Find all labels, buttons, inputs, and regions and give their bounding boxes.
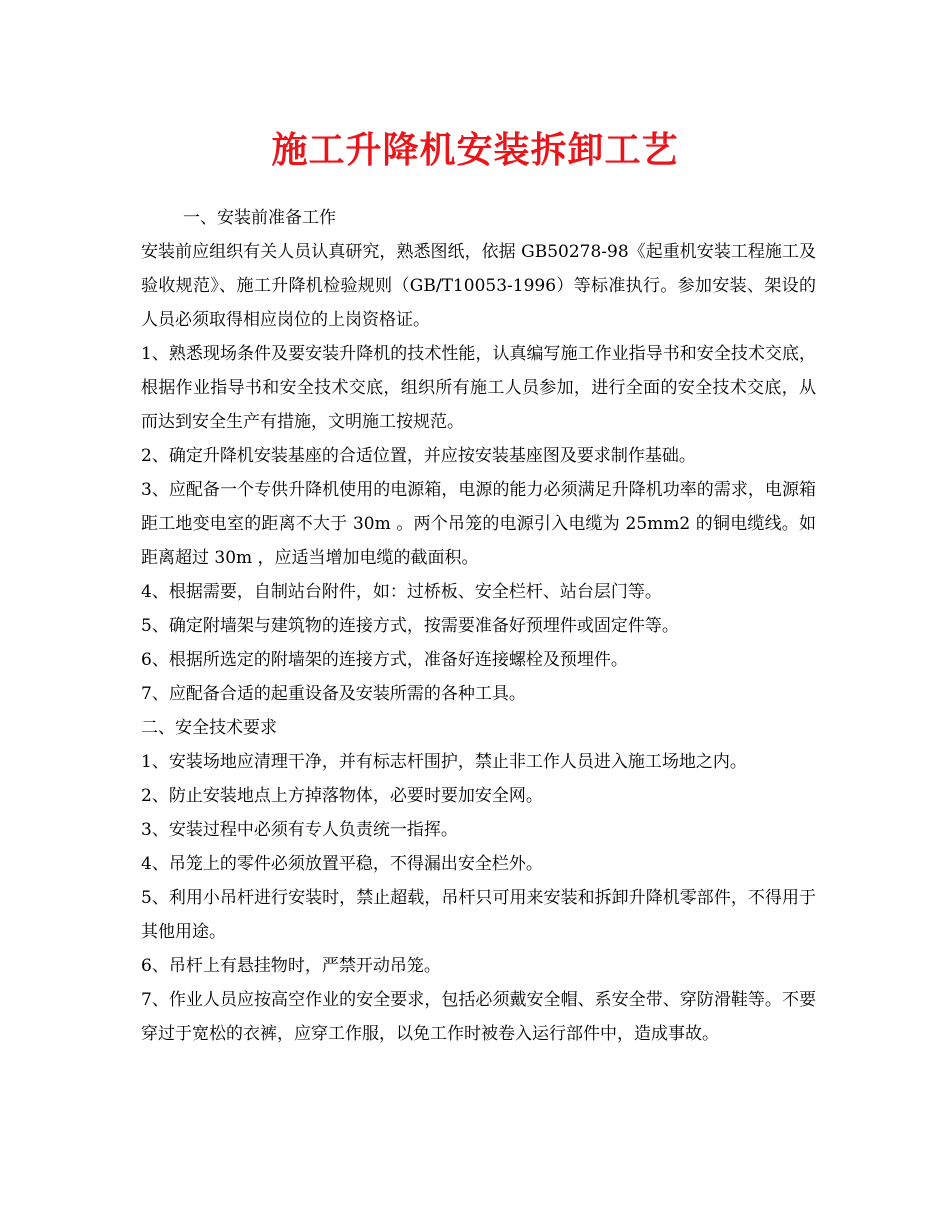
section-heading-1: 一、安装前准备工作 bbox=[183, 208, 336, 228]
list-item: 1、安装场地应清理干净，并有标志杆围护，禁止非工作人员进入施工场地之内。 bbox=[141, 752, 747, 772]
list-item: 4、根据需要，自制站台附件，如：过桥板、安全栏杆、站台层门等。 bbox=[141, 582, 662, 602]
paragraph: 安装前应组织有关人员认真研究，熟悉图纸，依据 GB50278-98《起重机安装工程施工及验收规范》、施工升降机检验规则（GB/T10053-1996）等标准执行。参加安装、架设的人员必须取得相应岗位的上岗资格证。 bbox=[141, 242, 816, 330]
section-heading-2: 二、安全技术要求 bbox=[141, 718, 277, 738]
list-item: 6、根据所选定的附墙架的连接方式，准备好连接螺栓及预埋件。 bbox=[141, 650, 628, 670]
list-item: 7、应配备合适的起重设备及安装所需的各种工具。 bbox=[141, 684, 526, 704]
list-item: 3、应配备一个专供升降机使用的电源箱，电源的能力必须满足升降机功率的需求，电源箱距工地变电室的距离不大于 30m 。两个吊笼的电源引入电缆为 25mm2 的铜电缆线。如距离超过 30m ，应适当增加电缆的截面积。 bbox=[141, 480, 816, 568]
document-title: 施工升降机安装拆卸工艺 bbox=[271, 129, 679, 171]
list-item: 2、防止安装地点上方掉落物体，必要时要加安全网。 bbox=[141, 786, 543, 806]
list-item: 2、确定升降机安装基座的合适位置，并应按安装基座图及要求制作基础。 bbox=[141, 446, 696, 466]
list-item: 1、熟悉现场条件及要安装升降机的技术性能，认真编写施工作业指导书和安全技术交底，根据作业指导书和安全技术交底，组织所有施工人员参加，进行全面的安全技术交底，从而达到安全生产有措施，文明施工按规范。 bbox=[141, 344, 816, 432]
document-body bbox=[141, 201, 816, 1051]
list-item: 5、确定附墙架与建筑物的连接方式，按需要准备好预埋件或固定件等。 bbox=[141, 616, 679, 636]
list-item: 7、作业人员应按高空作业的安全要求，包括必须戴安全帽、系安全带、穿防滑鞋等。不要穿过于宽松的衣裤，应穿工作服，以免工作时被卷入运行部件中，造成事故。 bbox=[141, 990, 816, 1044]
list-item: 5、利用小吊杆进行安装时，禁止超载，吊杆只可用来安装和拆卸升降机零部件，不得用于其他用途。 bbox=[141, 888, 816, 942]
list-item: 4、吊笼上的零件必须放置平稳，不得漏出安全栏外。 bbox=[141, 854, 543, 874]
list-item: 6、吊杆上有悬挂物时，严禁开动吊笼。 bbox=[141, 956, 441, 976]
list-item: 3、安装过程中必须有专人负责统一指挥。 bbox=[141, 820, 458, 840]
